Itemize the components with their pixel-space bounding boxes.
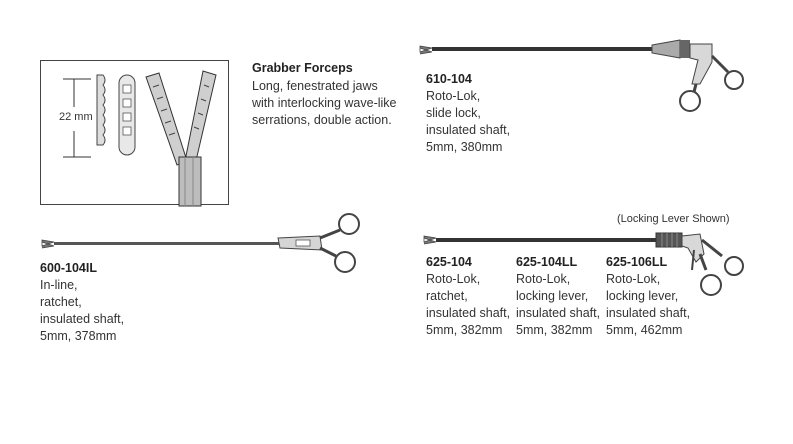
grabber-desc-1: Long, fenestrated jaws bbox=[252, 79, 378, 93]
desc-625-106LL-1: Roto-Lok, bbox=[606, 272, 661, 286]
grabber-title: Grabber Forceps bbox=[252, 61, 353, 75]
desc-610-104-2: slide lock, bbox=[426, 106, 481, 120]
dimension-label: 22 mm bbox=[59, 111, 93, 123]
desc-600-104IL-3: insulated shaft, bbox=[40, 312, 125, 326]
desc-610-104-3: insulated shaft, bbox=[426, 123, 511, 137]
desc-625-104-2: ratchet, bbox=[426, 289, 468, 303]
desc-600-104IL-2: ratchet, bbox=[40, 295, 82, 309]
code-625-104: 625-104 bbox=[426, 255, 472, 269]
code-625-104LL: 625-104LL bbox=[516, 255, 578, 269]
desc-610-104-4: 5mm, 380mm bbox=[426, 140, 503, 154]
desc-625-106LL-2: locking lever, bbox=[606, 289, 679, 303]
desc-625-104LL-2: locking lever, bbox=[516, 289, 589, 303]
code-625-106LL: 625-106LL bbox=[606, 255, 668, 269]
grabber-desc-3: serrations, double action. bbox=[252, 113, 392, 127]
desc-610-104-1: Roto-Lok, bbox=[426, 89, 481, 103]
locking-lever-note: (Locking Lever Shown) bbox=[617, 213, 730, 225]
code-600-104IL: 600-104IL bbox=[40, 261, 97, 275]
desc-625-104LL-1: Roto-Lok, bbox=[516, 272, 571, 286]
desc-625-104-1: Roto-Lok, bbox=[426, 272, 481, 286]
desc-625-104LL-3: insulated shaft, bbox=[516, 306, 601, 320]
code-610-104: 610-104 bbox=[426, 72, 472, 86]
desc-600-104IL-4: 5mm, 378mm bbox=[40, 329, 117, 343]
desc-600-104IL-1: In-line, bbox=[40, 278, 78, 292]
grabber-desc-2: with interlocking wave-like bbox=[252, 96, 397, 110]
desc-625-106LL-4: 5mm, 462mm bbox=[606, 323, 683, 337]
desc-625-104LL-4: 5mm, 382mm bbox=[516, 323, 593, 337]
desc-625-104-4: 5mm, 382mm bbox=[426, 323, 503, 337]
desc-625-104-3: insulated shaft, bbox=[426, 306, 511, 320]
desc-625-106LL-3: insulated shaft, bbox=[606, 306, 691, 320]
